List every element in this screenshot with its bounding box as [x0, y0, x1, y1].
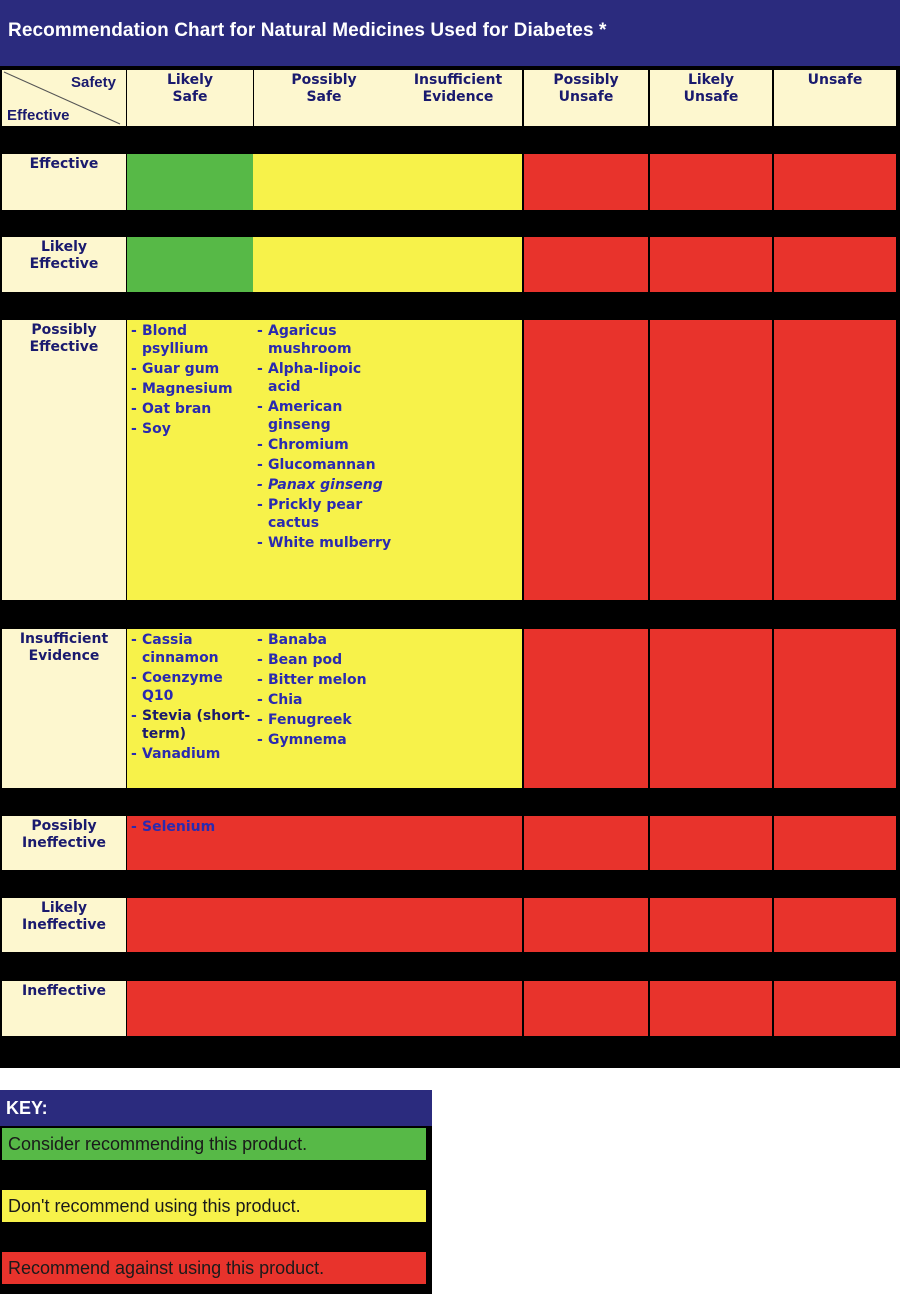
row-label-likely-effective: Likely Effective: [2, 237, 126, 292]
list-item: - Bitter melon: [254, 671, 394, 689]
list-item: - Soy: [128, 420, 252, 438]
row-label-likely-ineffective: Likely Ineffective: [2, 898, 126, 952]
key-title: KEY:: [6, 1098, 48, 1118]
list-item: - Fenugreek: [254, 711, 394, 729]
list-item: - Oat bran: [128, 400, 252, 418]
cell-possibly-effective-likely-unsafe: [650, 320, 772, 600]
row-label-possibly-effective: Possibly Effective: [2, 320, 126, 600]
chart-title: Recommendation Chart for Natural Medicines Used for Diabetes *: [8, 20, 607, 41]
cell-insufficient-evidence-unsafe: [774, 629, 896, 788]
cell-likely-ineffective-unsafe: [774, 898, 896, 952]
col-header-possibly-safe: Possibly Safe: [254, 70, 394, 126]
item-list: [254, 631, 394, 749]
key-header: [0, 1090, 432, 1126]
row-label-insufficient-evidence: Insufficient Evidence: [2, 629, 126, 788]
cell-insufficient-evidence-possibly-safe: [254, 631, 394, 751]
cell-possibly-ineffective-unsafe: [774, 816, 896, 870]
col-header-unsafe: Unsafe: [774, 70, 896, 126]
cell-effective-likely-unsafe: [650, 154, 772, 210]
row-label-effective: Effective: [2, 154, 126, 210]
list-item: - Prickly pear cactus: [254, 496, 394, 532]
list-item: - Bean pod: [254, 651, 394, 669]
cell-likely-effective-unsafe: [774, 237, 896, 292]
list-item: - Banaba: [254, 631, 394, 649]
row-label-possibly-ineffective: Possibly Ineffective: [2, 816, 126, 870]
item-list: [254, 322, 394, 552]
cell-likely-ineffective-possibly-unsafe: [524, 898, 648, 952]
cell-likely-effective-safe-insufficient: [253, 237, 522, 292]
item-list: [128, 322, 252, 438]
legend-key: [0, 1090, 432, 1294]
cell-likely-effective-likely-unsafe: [650, 237, 772, 292]
cell-insufficient-evidence-likely-safe: [128, 631, 252, 765]
list-item: - Vanadium: [128, 745, 252, 763]
cell-ineffective-likely-unsafe: [650, 981, 772, 1036]
list-item: - Chia: [254, 691, 394, 709]
key-item-green: Consider recommending this product.: [2, 1128, 426, 1160]
list-item: - Agaricus mushroom: [254, 322, 394, 358]
item-list: [128, 818, 252, 836]
list-item: - Blond psyllium: [128, 322, 252, 358]
cell-possibly-ineffective-possibly-unsafe: [524, 816, 648, 870]
cell-effective-likely-safe: [127, 154, 253, 210]
col-header-likely-unsafe: Likely Unsafe: [650, 70, 772, 126]
cell-ineffective-red: [127, 981, 522, 1036]
cell-possibly-ineffective-likely-unsafe: [650, 816, 772, 870]
list-item: - Cassia cinnamon: [128, 631, 252, 667]
list-item: - Glucomannan: [254, 456, 394, 474]
list-item: - White mulberry: [254, 534, 394, 552]
cell-ineffective-unsafe: [774, 981, 896, 1036]
col-header-possibly-unsafe: Possibly Unsafe: [524, 70, 648, 126]
list-item: - Selenium: [128, 818, 252, 836]
list-item: - Coenzyme Q10: [128, 669, 252, 705]
list-item: - Alpha-lipoic acid: [254, 360, 394, 396]
cell-likely-effective-possibly-unsafe: [524, 237, 648, 292]
row-label-ineffective: Ineffective: [2, 981, 126, 1036]
cell-possibly-effective-possibly-safe: [254, 322, 394, 554]
cell-effective-possibly-unsafe: [524, 154, 648, 210]
cell-possibly-effective-possibly-unsafe: [524, 320, 648, 600]
cell-possibly-effective-unsafe: [774, 320, 896, 600]
key-item-red: Recommend against using this product.: [2, 1252, 426, 1284]
cell-possibly-ineffective-likely-safe: [128, 818, 252, 838]
corner-safety-label: Safety: [70, 74, 116, 91]
cell-insufficient-evidence-likely-unsafe: [650, 629, 772, 788]
list-item: - Magnesium: [128, 380, 252, 398]
title-bar: [0, 0, 900, 66]
cell-effective-safe-insufficient: [253, 154, 522, 210]
list-item: - Gymnema: [254, 731, 394, 749]
cell-likely-ineffective-likely-unsafe: [650, 898, 772, 952]
list-item: - Panax ginseng: [254, 476, 394, 494]
list-item: - American ginseng: [254, 398, 394, 434]
list-item: - Guar gum: [128, 360, 252, 378]
col-header-likely-safe: Likely Safe: [127, 70, 253, 126]
item-list: [128, 631, 252, 763]
cell-possibly-effective-likely-safe: [128, 322, 252, 440]
col-header-insufficient-evidence: Insufficient Evidence: [394, 70, 522, 126]
corner-header: [2, 70, 126, 126]
corner-effective-label: Effective: [7, 107, 70, 124]
cell-ineffective-possibly-unsafe: [524, 981, 648, 1036]
cell-likely-effective-likely-safe: [127, 237, 253, 292]
cell-insufficient-evidence-possibly-unsafe: [524, 629, 648, 788]
key-item-yellow: Don't recommend using this product.: [2, 1190, 426, 1222]
list-item: - Chromium: [254, 436, 394, 454]
cell-effective-unsafe: [774, 154, 896, 210]
list-item: - Stevia (short-term): [128, 707, 252, 743]
cell-likely-ineffective-red: [127, 898, 522, 952]
